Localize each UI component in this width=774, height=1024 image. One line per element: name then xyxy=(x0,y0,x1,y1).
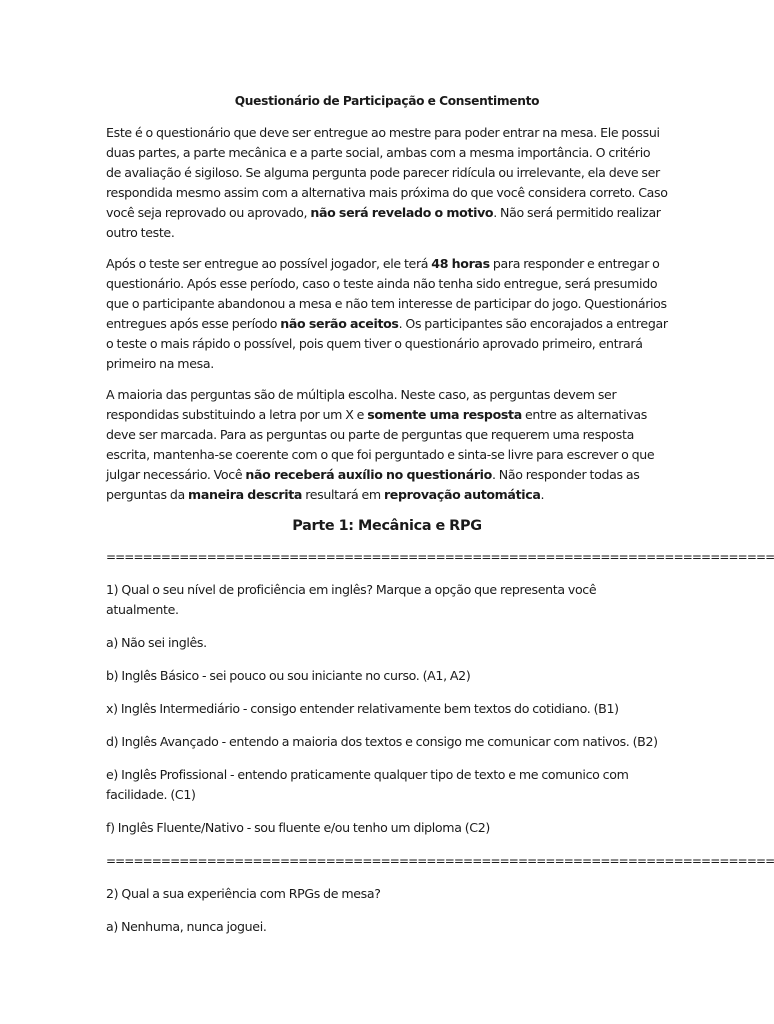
emphasized-text: somente uma resposta xyxy=(367,407,522,422)
answer-option: x) Inglês Intermediário - consigo entender relativamente bem textos do cotidiano. (B1) xyxy=(106,701,619,716)
intro-paragraph: Este é o questionário que deve ser entregue ao mestre para poder entrar na mesa. Ele possui duas partes, a parte mecânica e a parte social, ambas com a mesma importância. O critério de avaliação é sigiloso. Se alguma pergunta pode parecer ridícula ou irrelevante, ela deve ser respondida mesmo assim com a alternativa mais próxima do que você considera correto. Caso você seja reprovado ou aprovado, não será revelado o motivo. Não será permitido realizar outro teste. xyxy=(106,125,668,240)
question-prompt: 1) Qual o seu nível de proficiência em inglês? Marque a opção que representa você atualmente. xyxy=(106,582,597,617)
emphasized-text: não receberá auxílio no questionário xyxy=(245,467,492,482)
emphasized-text: 48 horas xyxy=(431,256,490,271)
document-title: Questionário de Participação e Consentimento xyxy=(234,94,540,108)
separator-line: ========================================================================= xyxy=(106,854,774,868)
separator-line: ========================================================================= xyxy=(106,550,774,564)
answer-option: a) Não sei inglês. xyxy=(106,635,207,650)
emphasized-text: não serão aceitos xyxy=(280,316,399,331)
emphasized-text: reprovação automática xyxy=(383,487,541,502)
intro-paragraph: Após o teste ser entregue ao possível jogador, ele terá 48 horas para responder e entregar o questionário. Após esse período, caso o teste ainda não tenha sido entregue, será presumido que o participante abandonou a mesa e não tem interesse de participar do jogo. Questionários entregues após esse período não serão aceitos. Os participantes são encorajados a entregar o teste o mais rápido o possível, pois quem tiver o questionário aprovado primeiro, entrará primeiro na mesa. xyxy=(106,256,668,371)
emphasized-text: não será revelado o motivo xyxy=(310,205,494,220)
question-prompt: 2) Qual a sua experiência com RPGs de mesa? xyxy=(106,886,381,901)
intro-paragraph: A maioria das perguntas são de múltipla escolha. Neste caso, as perguntas devem ser respondidas substituindo a letra por um X e somente uma resposta entre as alternativas deve ser marcada. Para as perguntas ou parte de perguntas que requerem uma resposta escrita, mantenha-se coerente com o que foi perguntado e sinta-se livre para escrever o que julgar necessário. Você não receberá auxílio no questionário. Não responder todas as perguntas da maneira descrita resultará em reprovação automática. xyxy=(106,387,655,502)
answer-option: e) Inglês Profissional - entendo praticamente qualquer tipo de texto e me comunico com facilidade. (C1) xyxy=(106,767,629,802)
answer-option: a) Nenhuma, nunca joguei. xyxy=(106,919,267,934)
document-body xyxy=(106,91,774,950)
answer-option: b) Inglês Básico - sei pouco ou sou iniciante no curso. (A1, A2) xyxy=(106,668,471,683)
answer-option: f) Inglês Fluente/Nativo - sou fluente e/ou tenho um diploma (C2) xyxy=(106,820,490,835)
emphasized-text: maneira descrita xyxy=(188,487,303,502)
answer-option: d) Inglês Avançado - entendo a maioria dos textos e consigo me comunicar com nativos. (B2) xyxy=(106,734,658,749)
part-heading: Parte 1: Mecânica e RPG xyxy=(292,518,482,534)
